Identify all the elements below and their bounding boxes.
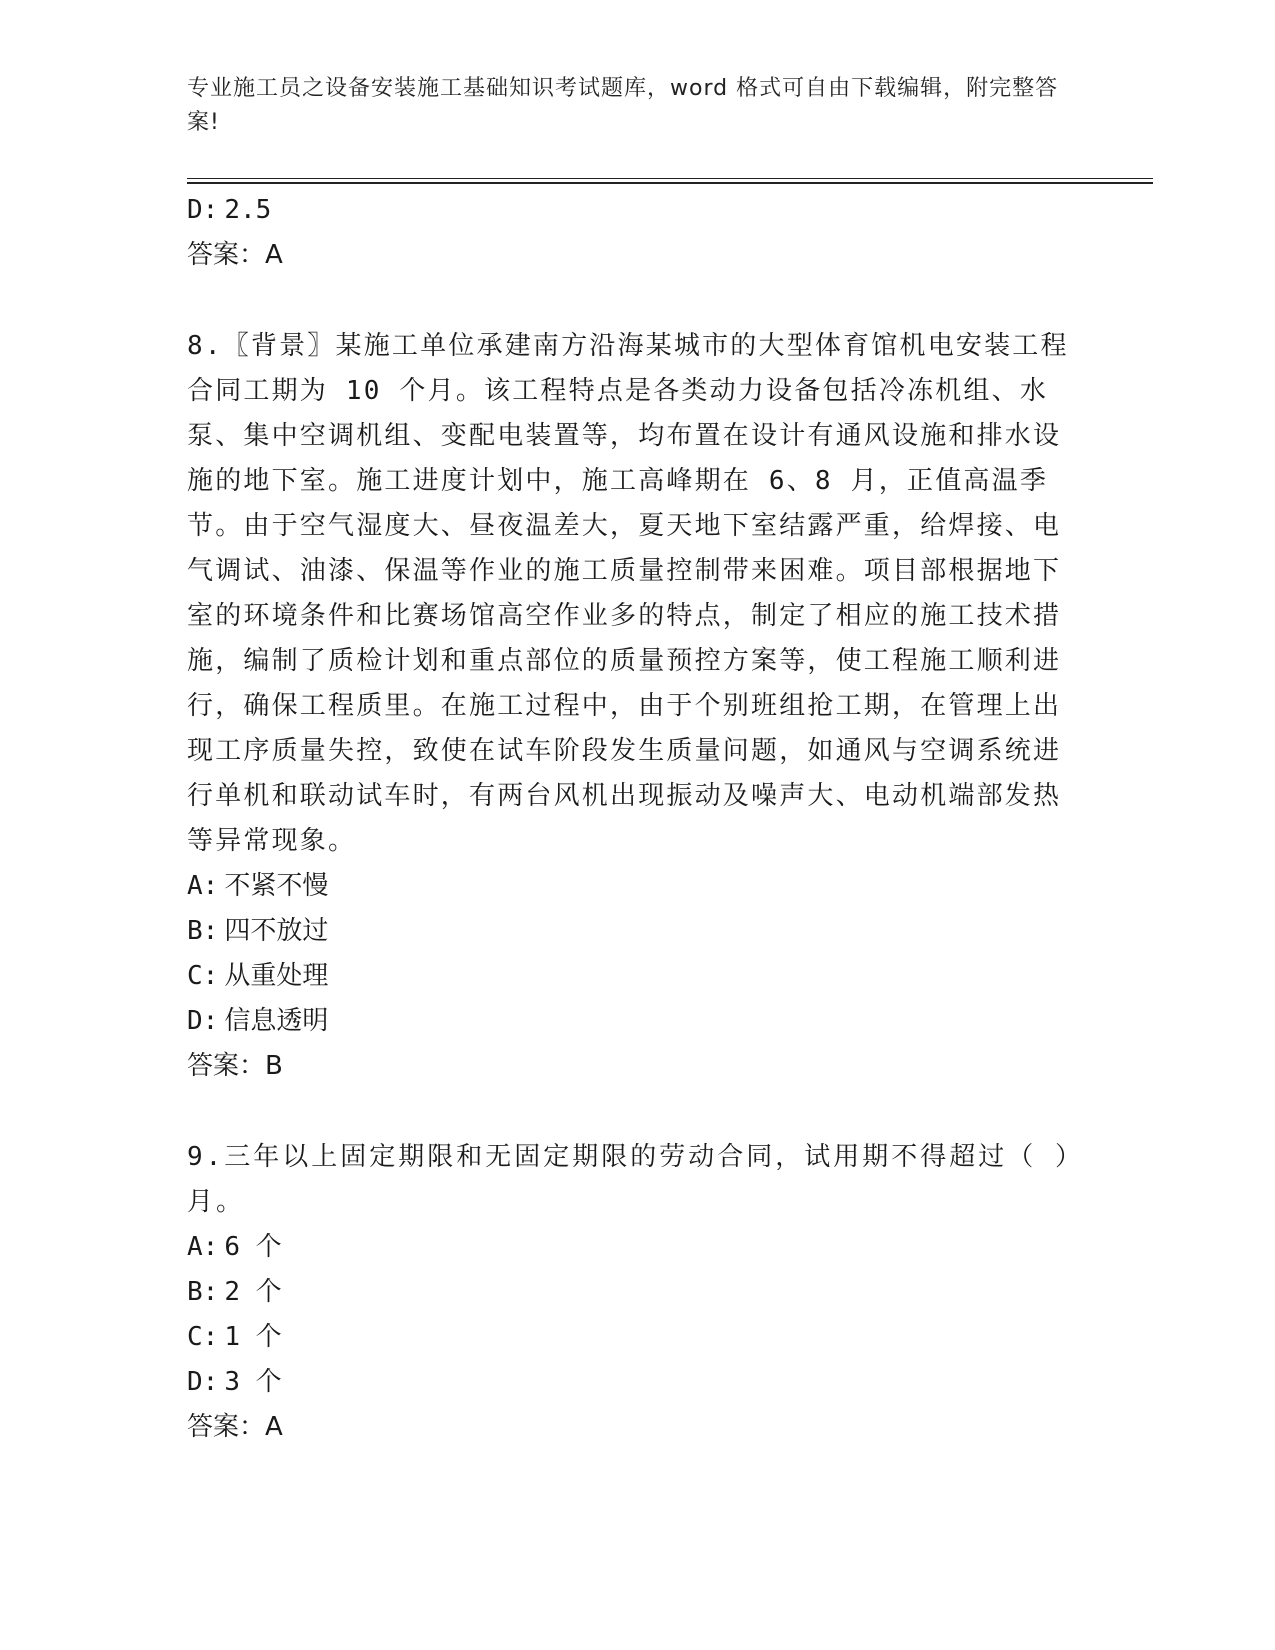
document-header: 专业施工员之设备安装施工基础知识考试题库，word 格式可自由下载编辑，附完整答案! (187, 76, 1059, 135)
option-d: D: 2.5 (187, 195, 272, 225)
option-d: D: 3 个 (187, 1367, 282, 1397)
answer-line: 答案：B (187, 1051, 283, 1081)
option-c: C: 从重处理 (187, 961, 329, 991)
question-text: 8.〖背景〗某施工单位承建南方沿海某城市的大型体育馆机电安装工程合同工期为 10 个月。该工程特点是各类动力设备包括冷冻机组、水泵、集中空调机组、变配电装置等，均布置在设计有通风设施和排水设施的地下室。施工进度计划中，施工高峰期在 6、8 月，正值高温季节。由于空气湿度大、昼夜温差大，夏天地下室结露严重，给焊接、电气调试、油漆、保温等作业的施工质量控制带来困难。项目部根据地下室的环境条件和比赛场馆高空作业多的特点，制定了相应的施工技术措施，编制了质检计划和重点部位的质量预控方案等，使工程施工顺利进行，确保工程质里。在施工过程中，由于个别班组抢工期，在管理上出现工序质量失控，致使在试车阶段发生质量问题，如通风与空调系统进行单机和联动试车时，有两台风机出现振动及噪声大、电动机端部发热等异常现象。 (187, 331, 1069, 856)
header-divider-thin (187, 178, 1153, 179)
answer-line: 答案：A (187, 240, 283, 270)
question-text: 9.三年以上固定期限和无固定期限的劳动合同，试用期不得超过（ ）月。 (187, 1142, 1084, 1217)
option-b: B: 2 个 (187, 1277, 282, 1307)
option-a: A: 6 个 (187, 1232, 282, 1262)
answer-line: 答案：A (187, 1412, 283, 1442)
previous-question-tail (187, 188, 1087, 278)
option-d: D: 信息透明 (187, 1006, 329, 1036)
question-9 (187, 1135, 1087, 1450)
option-a: A: 不紧不慢 (187, 871, 329, 901)
question-8 (187, 324, 1087, 1089)
option-c: C: 1 个 (187, 1322, 282, 1352)
question-content (187, 188, 1087, 1450)
option-b: B: 四不放过 (187, 916, 329, 946)
header-divider-thick (187, 182, 1153, 184)
